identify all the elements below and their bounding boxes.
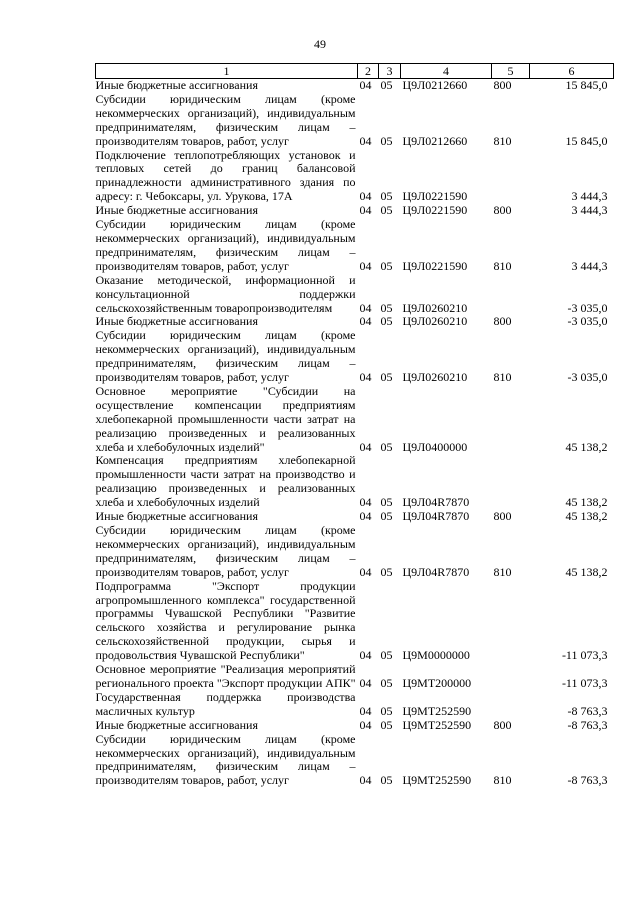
row-amount: -8 763,3 [567,703,608,718]
table-row [96,93,614,149]
row-amount: -11 073,3 [561,675,608,690]
row-amount: 3 444,3 [571,189,608,204]
row-subsection: 05 [380,78,393,92]
column-header: 5 [492,64,530,79]
row-amount: 45 138,2 [565,509,608,524]
table-row [96,149,614,205]
budget-table [95,63,614,788]
column-header: 1 [96,64,358,79]
row-target-code: Ц9Л0212660 [402,78,468,92]
column-header: 2 [358,64,379,79]
row-section: 04 [359,314,372,329]
row-name: Основное мероприятие "Реализация мероприятий регионального проекта "Экспорт продукции АПК" [95,662,356,690]
row-expense-type: 800 [493,203,512,218]
row-target-code: Ц9Л0260210 [402,314,468,329]
row-amount: 45 138,2 [565,439,608,454]
row-amount: 3 444,3 [571,258,608,273]
row-target-code: Ц9МТ200000 [402,675,472,690]
row-section: 04 [359,300,372,315]
row-subsection: 05 [380,189,393,204]
row-name: Подпрограмма "Экспорт продукции агропромышленного комплекса" государственной программы Чувашской Республики "Развитие сельского хозяйства и регулирование рынка сельскохозяйственной продукции, сырья и продовольствия Чувашской Республики" [95,578,356,663]
row-subsection: 05 [380,717,393,732]
row-expense-type: 800 [493,717,512,732]
row-name: Иные бюджетные ассигнования [95,509,258,524]
row-section: 04 [359,258,372,273]
row-target-code: Ц9Л0260210 [402,370,468,385]
row-subsection: 05 [380,773,393,788]
row-amount: -8 763,3 [567,717,608,732]
row-section: 04 [359,370,372,385]
row-expense-type: 800 [493,509,512,524]
row-name: Субсидии юридическим лицам (кроме некоммерческих организаций), индивидуальным предпринимателям, физическим лицам – производителям товаров, работ, услуг [95,523,356,579]
row-amount: 15 845,0 [565,78,608,92]
table-row [96,315,614,329]
row-subsection: 05 [380,564,393,579]
row-target-code: Ц9Л0260210 [402,300,468,315]
table-row [96,79,614,93]
row-amount: 3 444,3 [571,203,608,218]
row-expense-type: 800 [493,314,512,329]
row-section: 04 [359,203,372,218]
row-expense-type [492,274,530,316]
row-section: 04 [359,495,372,510]
table-row [96,329,614,385]
row-amount: -8 763,3 [567,773,608,788]
row-amount: 45 138,2 [565,564,608,579]
row-section: 04 [359,703,372,718]
row-target-code: Ц9Л04R7870 [402,564,470,579]
row-amount: -3 035,0 [567,300,608,315]
row-expense-type: 810 [493,773,512,788]
row-target-code: Ц9Л0221590 [402,189,468,204]
row-section: 04 [359,564,372,579]
table-row [96,218,614,274]
table-body [96,79,614,789]
row-target-code: Ц9Л0400000 [402,439,468,454]
column-header: 6 [530,64,614,79]
row-section: 04 [359,717,372,732]
row-expense-type: 800 [493,78,512,92]
row-section: 04 [359,773,372,788]
row-section: 04 [359,509,372,524]
row-subsection: 05 [380,703,393,718]
row-expense-type [492,580,530,663]
row-name: Субсидии юридическим лицам (кроме некоммерческих организаций), индивидуальным предпринимателям, физическим лицам – производителям товаров, работ, услуг [95,328,356,385]
row-expense-type: 810 [493,133,512,148]
row-amount: 45 138,2 [565,495,608,510]
row-subsection: 05 [380,648,393,663]
row-name: Оказание методической, информационной и консультационной поддержки сельскохозяйственным товаропроизводителям [95,272,356,315]
row-target-code: Ц9МТ252590 [402,703,472,718]
row-expense-type [492,663,530,691]
row-subsection: 05 [380,133,393,148]
table-row [96,454,614,510]
row-name: Субсидии юридическим лицам (кроме некоммерческих организаций), индивидуальным предпринимателям, физическим лицам – производителям товаров, работ, услуг [95,217,356,273]
row-subsection: 05 [380,314,393,329]
row-section: 04 [359,675,372,690]
table-row [96,274,614,316]
row-name: Основное мероприятие "Субсидии на осуществление компенсации предприятиям хлебопекарной промышленности части затрат на реализацию произведенных и реализованных хлеба и хлебобулочных изделий" [95,383,356,454]
row-section: 04 [359,133,372,148]
row-target-code: Ц9Л0221590 [402,203,468,218]
row-section: 04 [359,648,372,663]
table-header-row [96,64,614,79]
row-expense-type [492,385,530,455]
row-name: Иные бюджетные ассигнования [95,717,258,732]
table-row [96,733,614,789]
row-amount: -3 035,0 [567,314,608,329]
table-row [96,691,614,719]
column-header: 3 [379,64,401,79]
row-subsection: 05 [380,509,393,524]
row-expense-type [492,691,530,719]
page-number: 49 [314,37,326,51]
row-subsection: 05 [380,258,393,273]
row-name: Государственная поддержка производства масличных культур [95,689,356,718]
row-expense-type: 810 [493,370,512,385]
row-target-code: Ц9М0000000 [402,648,470,663]
row-expense-type: 810 [493,258,512,273]
row-subsection: 05 [380,439,393,454]
row-section: 04 [359,189,372,204]
row-subsection: 05 [380,300,393,315]
table-row [96,663,614,691]
row-amount: -11 073,3 [561,648,608,663]
row-name: Иные бюджетные ассигнования [95,203,258,218]
row-target-code: Ц9Л04R7870 [402,509,470,524]
row-name: Иные бюджетные ассигнования [95,314,258,329]
table-row [96,719,614,733]
table-row [96,385,614,455]
row-section: 04 [359,78,372,92]
row-expense-type: 810 [493,564,512,579]
row-name: Субсидии юридическим лицам (кроме некоммерческих организаций), индивидуальным предпринимателям, физическим лицам – производителям товаров, работ, услуг [95,731,356,788]
row-section: 04 [359,439,372,454]
table-row [96,204,614,218]
row-target-code: Ц9Л0221590 [402,258,468,273]
row-target-code: Ц9Л04R7870 [402,495,470,510]
row-target-code: Ц9МТ252590 [402,773,472,788]
row-subsection: 05 [380,675,393,690]
row-expense-type [492,149,530,205]
row-amount: -3 035,0 [567,370,608,385]
column-header: 4 [401,64,492,79]
row-name: Иные бюджетные ассигнования [95,78,258,92]
row-target-code: Ц9МТ252590 [402,717,472,732]
table-row [96,524,614,580]
row-name: Подключение теплопотребляющих установок и тепловых сетей до границ балансовой принадлежности административного здания по адресу: г. Чебоксары, ул. Урукова, 17А [95,147,356,204]
row-subsection: 05 [380,203,393,218]
row-name: Компенсация предприятиям хлебопекарной промышленности части затрат на производство и реализацию произведенных и реализованных хлеба и хлебобулочных изделий [95,453,356,510]
table-row [96,580,614,663]
table-row [96,510,614,524]
row-expense-type [492,454,530,510]
row-subsection: 05 [380,495,393,510]
row-name: Субсидии юридическим лицам (кроме некоммерческих организаций), индивидуальным предпринимателям, физическим лицам – производителям товаров, работ, услуг [95,91,356,148]
row-target-code: Ц9Л0212660 [402,133,468,148]
row-amount: 15 845,0 [565,133,608,148]
row-subsection: 05 [380,370,393,385]
